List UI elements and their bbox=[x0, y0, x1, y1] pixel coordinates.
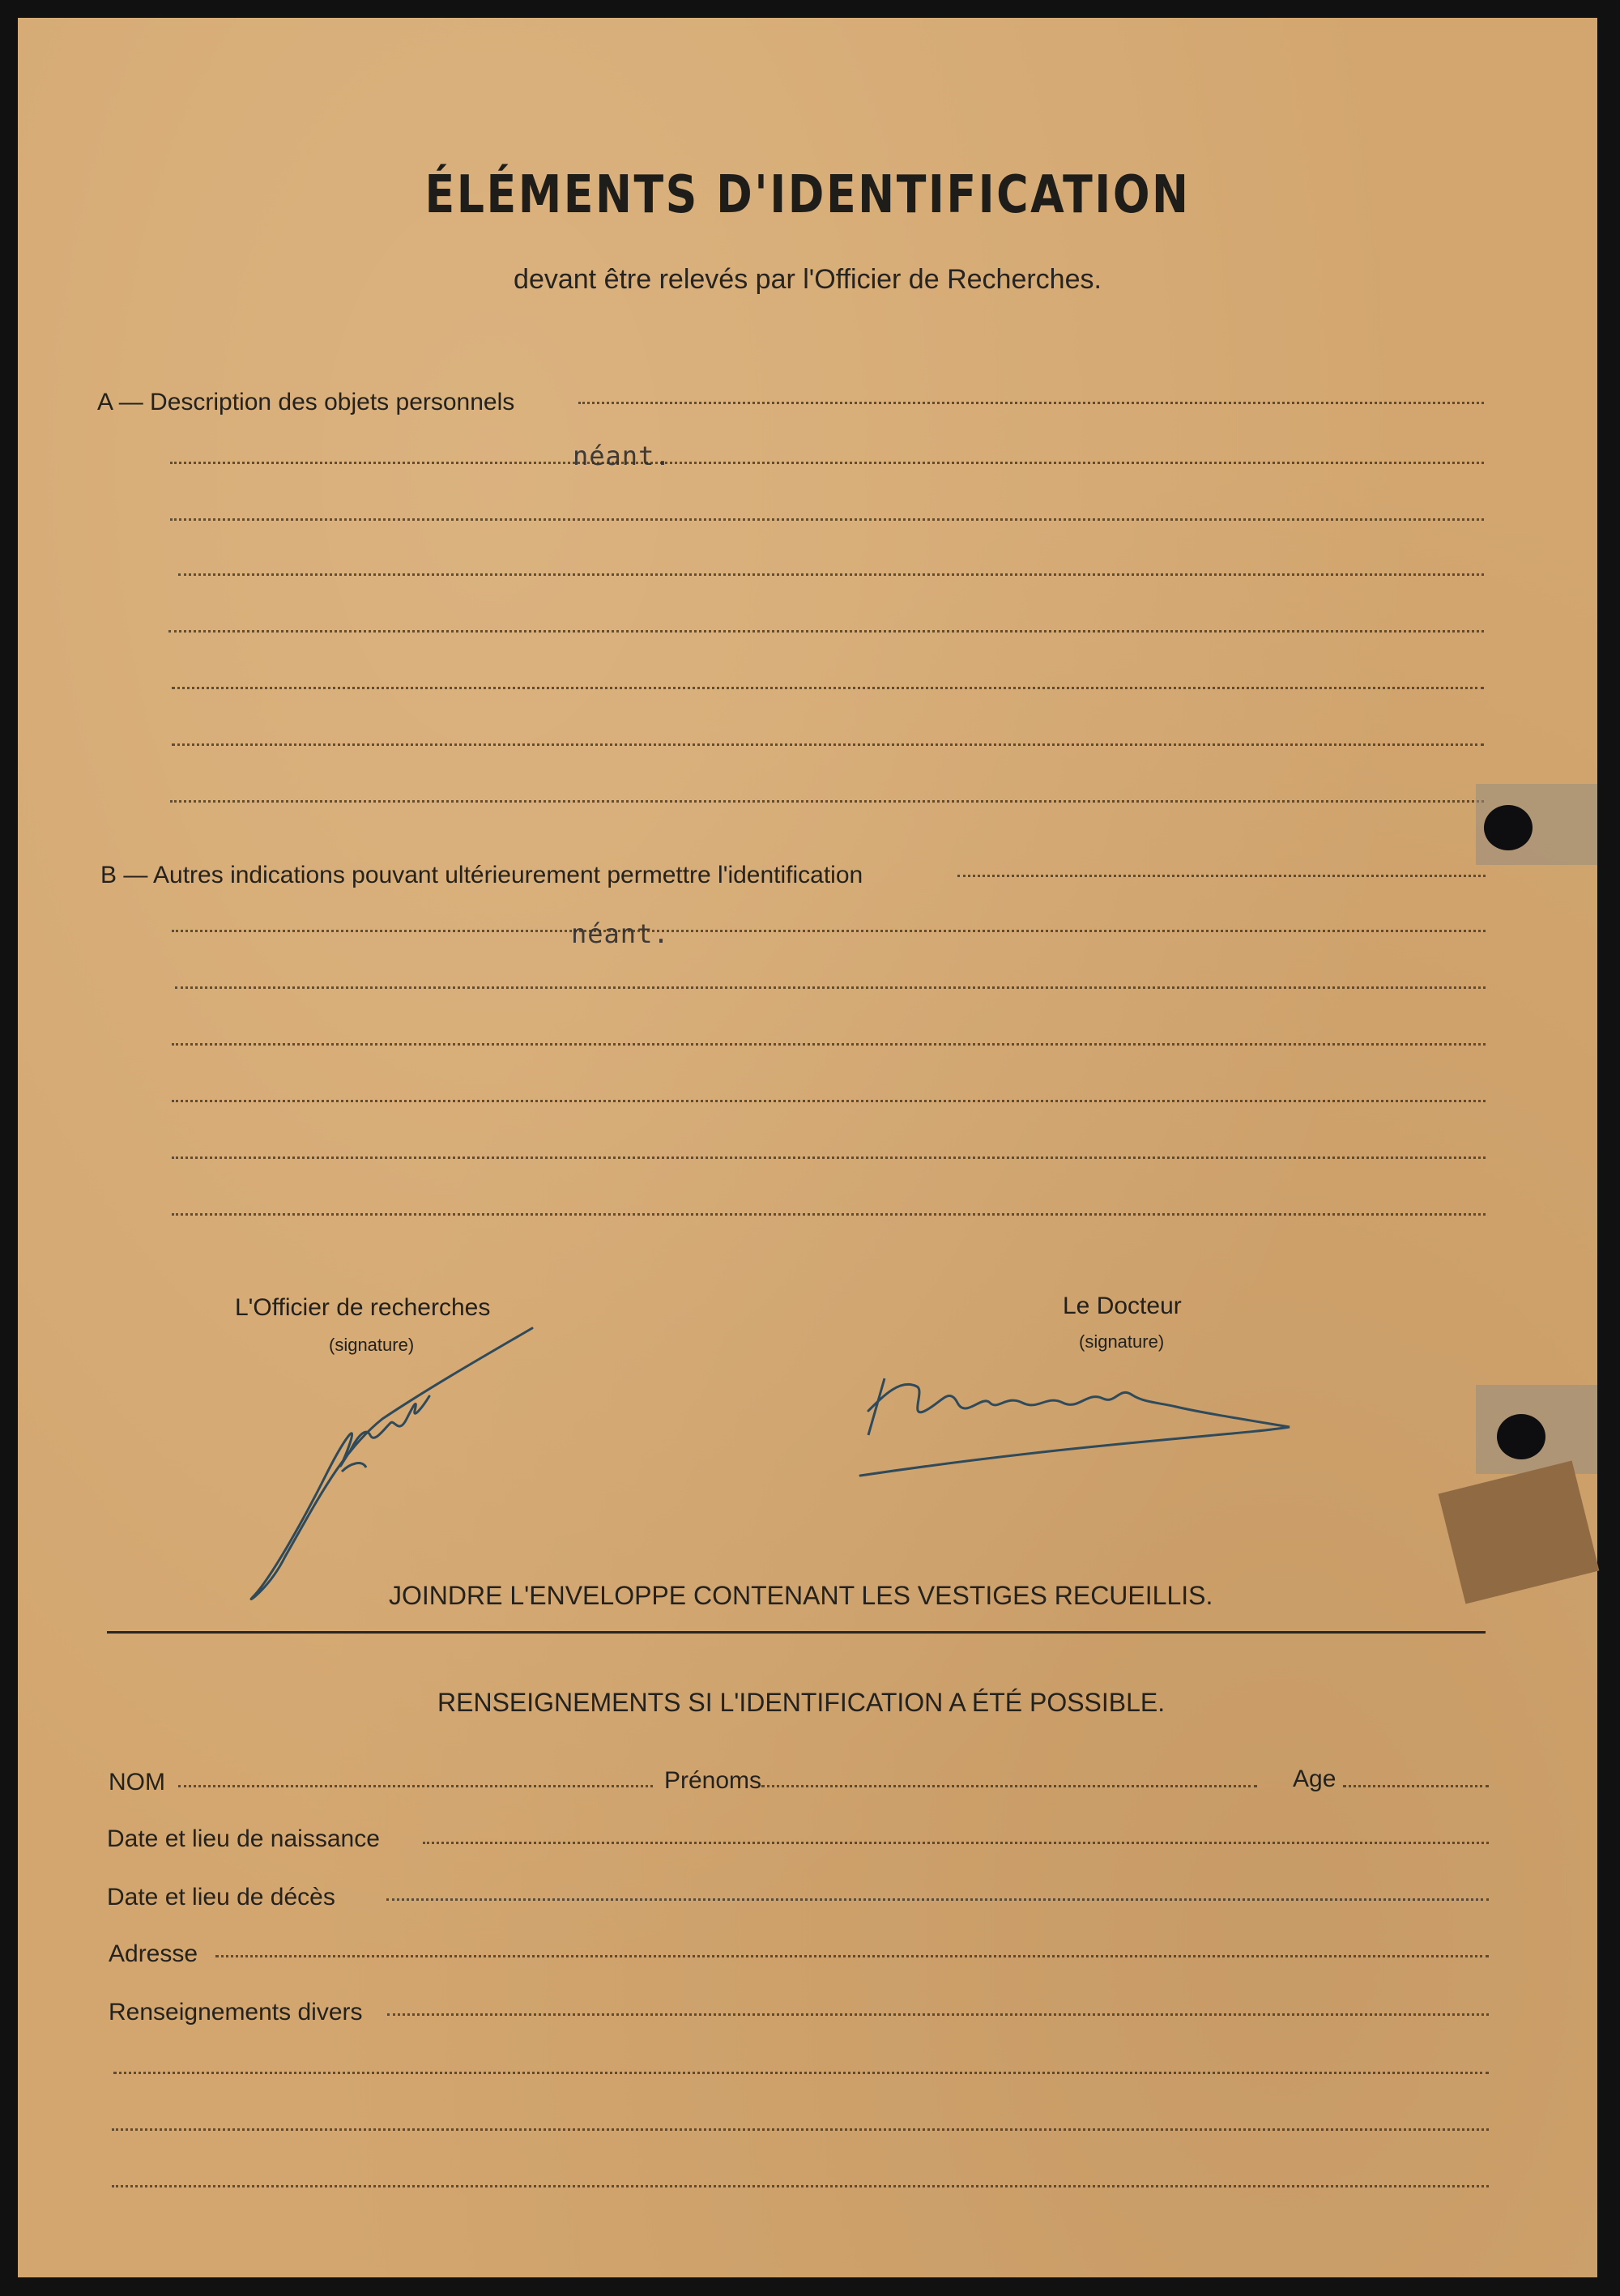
divers-label: Renseignements divers bbox=[109, 1999, 363, 2026]
nom-field[interactable] bbox=[178, 1785, 653, 1787]
section-b-typed-value: néant. bbox=[571, 918, 670, 949]
identification-heading: RENSEIGNEMENTS SI L'IDENTIFICATION A ÉTÉ POSSIBLE. bbox=[437, 1688, 1166, 1717]
section-b-line-7[interactable] bbox=[172, 1213, 1486, 1216]
doctor-title: Le Docteur bbox=[1063, 1293, 1182, 1319]
section-b-line-5[interactable] bbox=[172, 1100, 1486, 1102]
section-a-line-5[interactable] bbox=[168, 630, 1484, 633]
naissance-field[interactable] bbox=[423, 1842, 1489, 1844]
section-a-label: A — Description des objets personnels bbox=[97, 389, 515, 415]
doctor-signature bbox=[836, 1346, 1354, 1476]
section-a-line-3[interactable] bbox=[170, 518, 1484, 521]
punch-hole-lower bbox=[1497, 1414, 1545, 1459]
divers-field-1[interactable] bbox=[387, 2013, 1489, 2016]
punch-hole-upper bbox=[1484, 805, 1533, 850]
deces-field[interactable] bbox=[386, 1898, 1489, 1901]
doctor-signature-caption: (signature) bbox=[1079, 1331, 1165, 1352]
form-sheet bbox=[18, 18, 1597, 2277]
officer-signature bbox=[220, 1322, 544, 1613]
divers-field-2[interactable] bbox=[113, 2072, 1489, 2074]
form-subtitle: devant être relevés par l'Officier de Recherches. bbox=[514, 264, 1102, 295]
instruction-text: JOINDRE L'ENVELOPPE CONTENANT LES VESTIGES RECUEILLIS. bbox=[389, 1581, 1213, 1610]
age-label: Age bbox=[1293, 1766, 1336, 1792]
nom-label: NOM bbox=[109, 1769, 165, 1795]
section-a-line-4[interactable] bbox=[178, 573, 1484, 576]
divers-field-3[interactable] bbox=[112, 2128, 1489, 2131]
section-b-label: B — Autres indications pouvant ultérieurement permettre l'identification bbox=[100, 862, 863, 888]
prenoms-field[interactable] bbox=[761, 1785, 1257, 1787]
section-b-line-6[interactable] bbox=[172, 1157, 1486, 1159]
divider-rule bbox=[107, 1631, 1486, 1634]
section-b-line-2[interactable] bbox=[172, 930, 1486, 932]
paper-patch bbox=[1439, 1461, 1600, 1604]
deces-label: Date et lieu de décès bbox=[107, 1884, 335, 1910]
age-field[interactable] bbox=[1343, 1785, 1489, 1787]
divers-field-4[interactable] bbox=[112, 2185, 1489, 2187]
adresse-label: Adresse bbox=[109, 1940, 198, 1967]
section-b-line-4[interactable] bbox=[172, 1043, 1486, 1046]
adresse-field[interactable] bbox=[215, 1955, 1489, 1957]
officer-title: L'Officier de recherches bbox=[235, 1294, 491, 1321]
section-a-line-1[interactable] bbox=[578, 402, 1484, 404]
section-a-line-2[interactable] bbox=[170, 462, 1484, 464]
naissance-label: Date et lieu de naissance bbox=[107, 1825, 380, 1852]
section-b-line-3[interactable] bbox=[175, 986, 1486, 989]
section-b-line-1[interactable] bbox=[957, 875, 1486, 877]
section-a-line-8[interactable] bbox=[170, 800, 1484, 803]
section-a-line-6[interactable] bbox=[172, 687, 1484, 689]
prenoms-label: Prénoms bbox=[664, 1767, 762, 1794]
form-title: ÉLÉMENTS D'IDENTIFICATION bbox=[424, 165, 1191, 225]
section-a-typed-value: néant. bbox=[573, 441, 671, 471]
section-a-line-7[interactable] bbox=[172, 743, 1484, 746]
officer-signature-caption: (signature) bbox=[329, 1335, 415, 1355]
